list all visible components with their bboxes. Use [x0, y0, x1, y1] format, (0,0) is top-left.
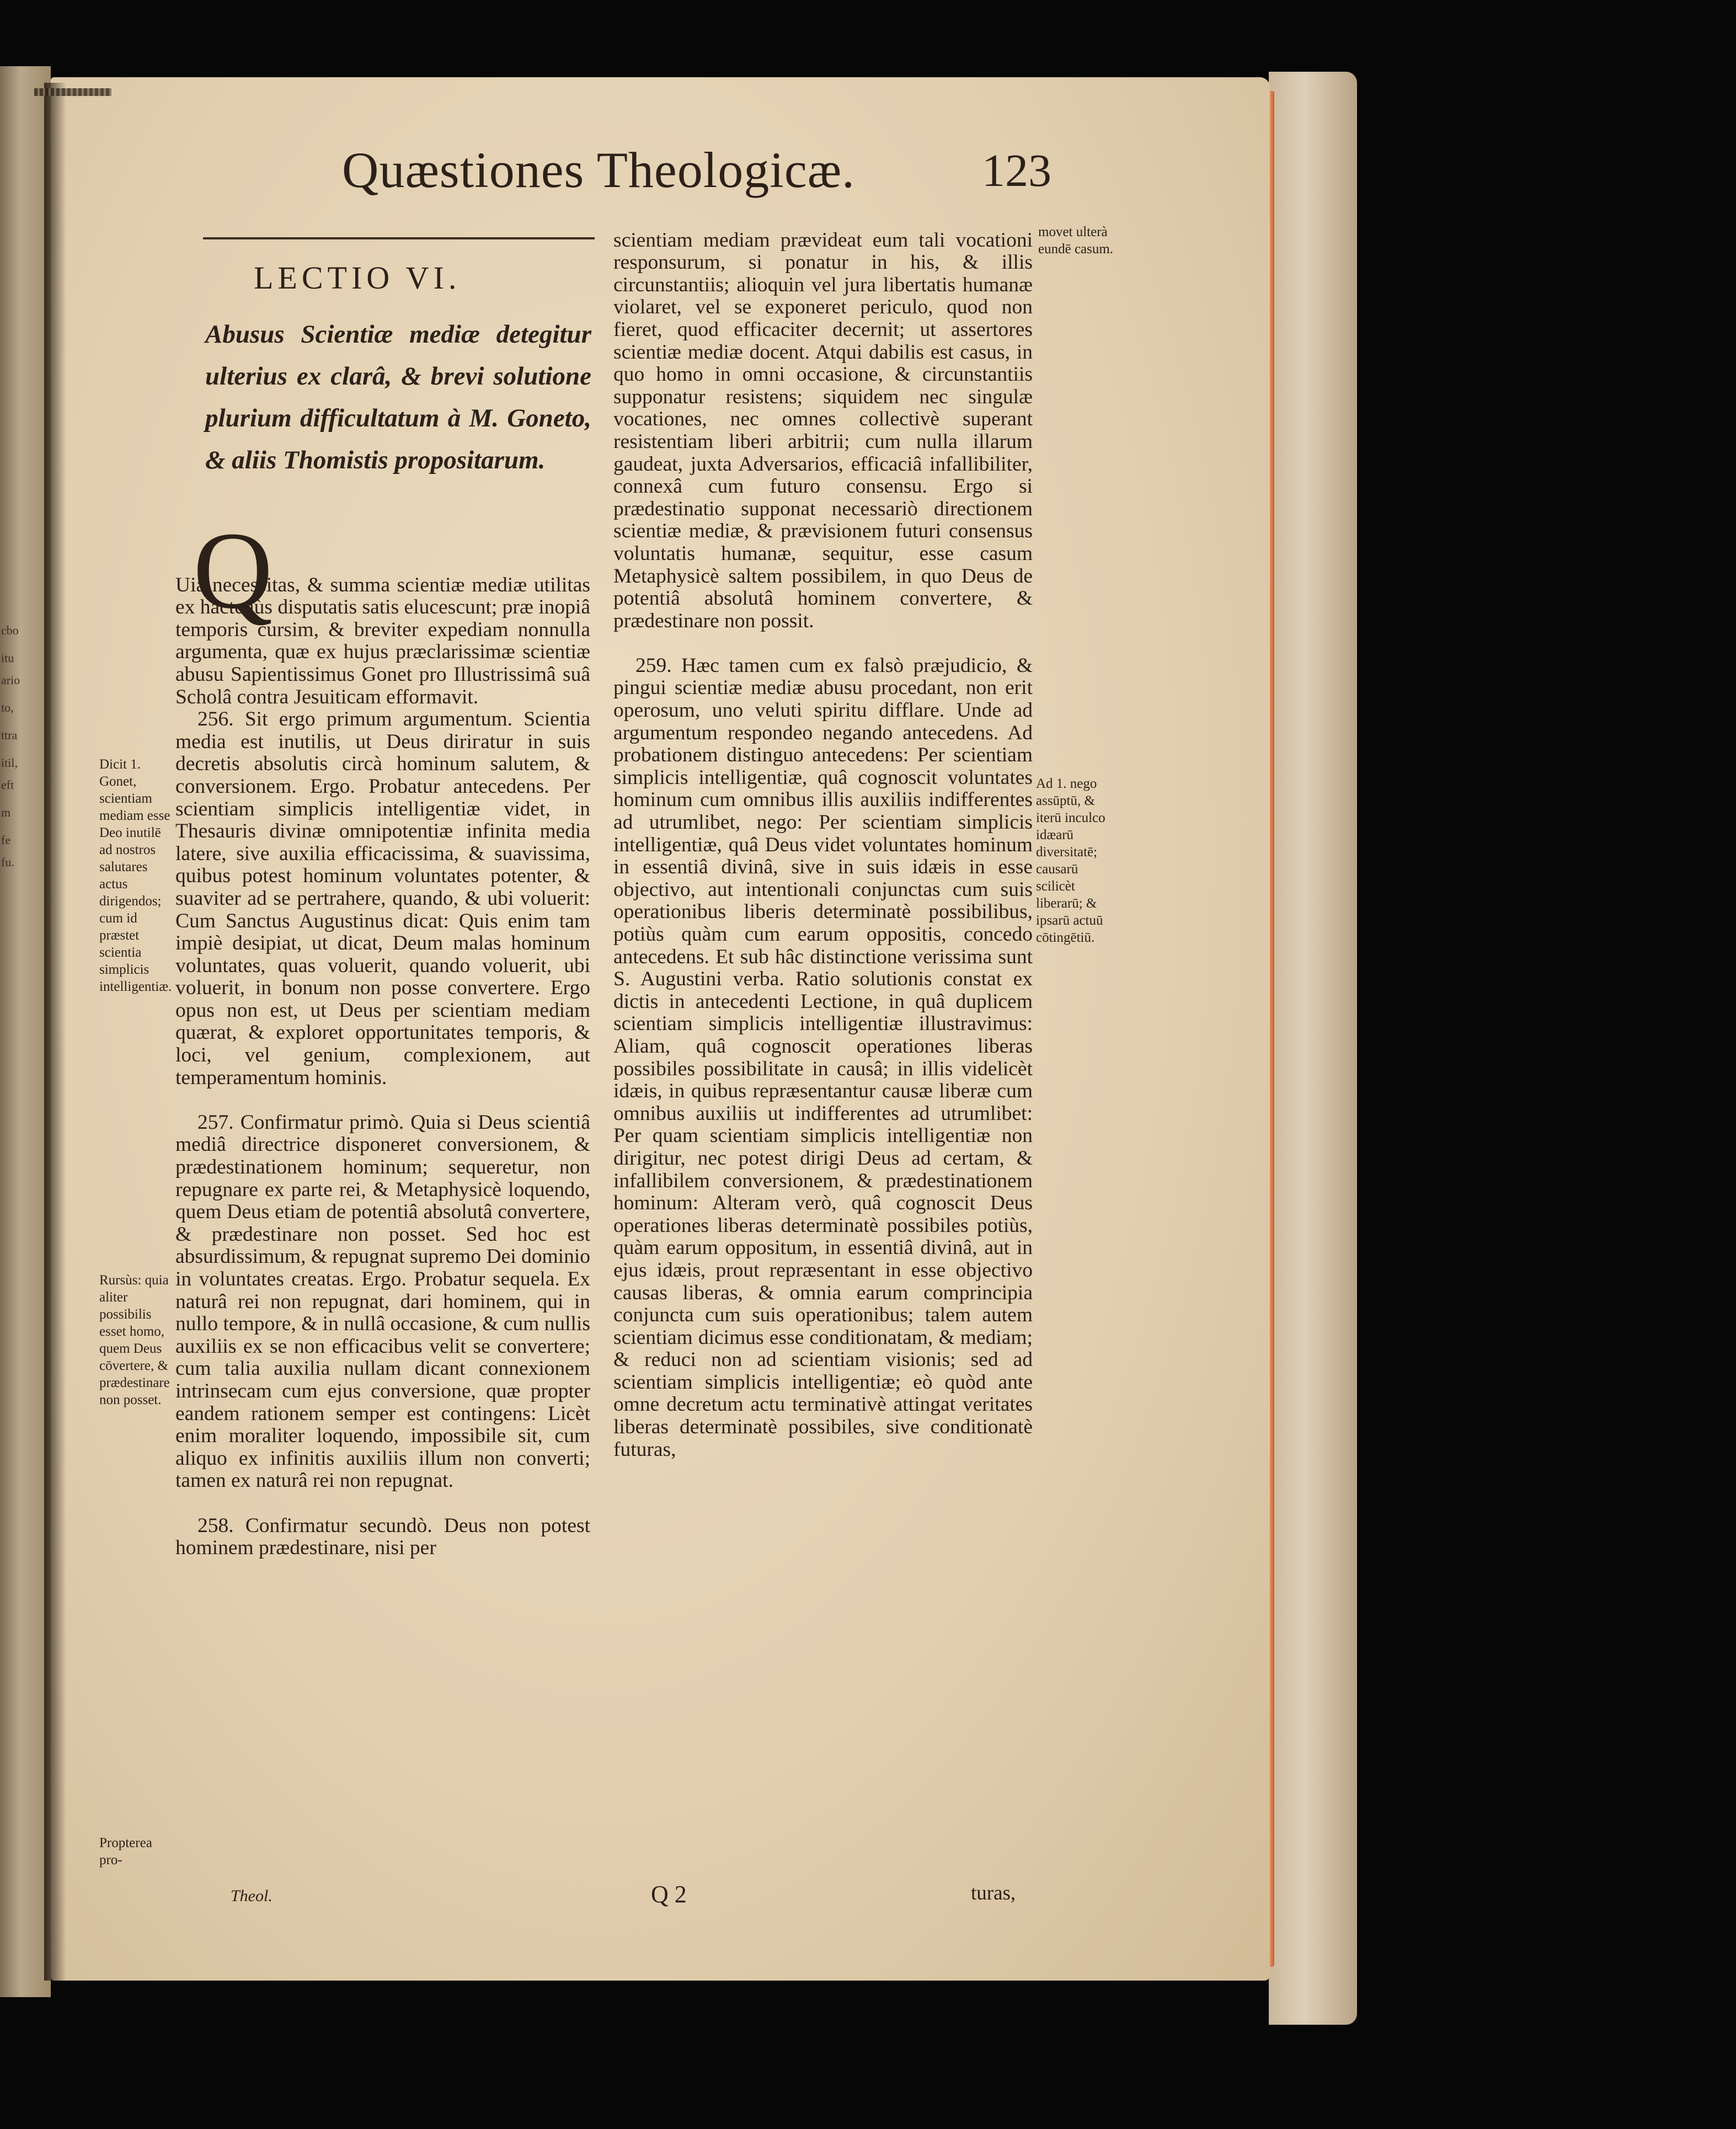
right-column — [613, 207, 1033, 1484]
margin-note-left: Propterea pro- — [99, 1835, 152, 1867]
left-page-fragment: itu — [1, 651, 14, 665]
paragraph-259: 259. Hæc tamen cum ex falsò præjudicio, & pingui scientiæ mediæ abusu procedant, non erit operosum, uno veluti spiritu difflare. Unde ad argumentum respondeo negando antecedens. Ad probationem distinguo antecedens: Per scientiam simplicis intelligentiæ, quâ cognoscit voluntates hominum cum omnibus illis auxiliis indifferentes ad utrumlibet, nego: Per scientiam simplicis intelligentiæ, quâ Deus videt voluntates hominum in essentiâ divinâ, sive in suis idæis in esse objectivo, aut intentionali conjunctas cum suis operationibus liberis determinatè possibilibus, potiùs quàm cum earum oppositis, concedo antecedens. Et sub hâc distinctione verissima sunt S. Augustini verba. Ratio solutionis constat ex dictis in antecedenti Lectione, in quâ duplicem scientiam simplicis intelligentiæ illustravimus: Aliam, quâ cognoscit operationes liberas possibiles possibilitate in causâ; in illis videlicèt idæis, in quibus repræsentantur causæ liberæ cum omnibus auxiliis ut indifferentes ad utrumlibet: Per quam scientiam simplicis intelligentiæ non dirigitur, nec potest dirigi Deus ad certam, & infallibilem conversionem, & prædestinationem hominum: Alteram verò, quâ cognoscit Deus operationes liberas determinatè possibiles potiùs, quàm earum oppositum, in essentiâ divinâ, aut in ejus idæis, prout repræsentant in esse objectivo causas liberas, & omnia earum comprincipia conjuncta cum suis operationibus; talem autem scientiam dicimus esse conditionatam, & mediam; & reduci non ad scientiam visionis; sed ad scientiam simplicis intelligentiæ; eò quòd ante omne decretum actu terminativè attingat veritates liberas determinatè possibiles, sive conditionatè futuras, — [613, 654, 1033, 1461]
footer-catchword: turas, — [971, 1882, 1016, 1904]
footer-signature: Theol. — [231, 1887, 273, 1905]
spine-shadow — [44, 83, 66, 1981]
left-page-fragment: ttra — [1, 728, 18, 742]
left-page-fragment: eft — [1, 778, 14, 792]
margin-note-left: Rursùs: quia aliter possibilis esset homo, quem Deus cōvertere, & prædestinare non posset. — [99, 1273, 170, 1407]
lectio-subtitle: Abusus Scientiæ mediæ detegitur ulterius ex clarâ, & brevi solutione plurium difficultatum à M. Goneto, & aliis Thomistis propositarum. — [205, 320, 591, 474]
footer-quire-mark: Q 2 — [651, 1881, 687, 1908]
left-page-fragment: to, — [1, 701, 14, 714]
page-number: 123 — [982, 145, 1051, 196]
left-page-fragment: m — [1, 805, 11, 819]
left-page-fragment: fe — [1, 833, 11, 847]
running-title: Quæstiones Theologicæ. — [342, 142, 856, 198]
running-header — [342, 141, 1054, 201]
opening-paragraph: Uia necessitas, & summa scientiæ mediæ utilitas ex hactenùs disputatis satis elucescunt; præ inopiâ temporis cursim, & breviter expediam nonnulla argumenta, quæ ex hujus præclarissimæ scientiæ abusu Sapientissimus Gonet pro Illustrissimâ suâ Scholâ contra Jesuiticam efformavit. — [175, 573, 590, 708]
margin-note-right: Ad 1. nego assūptū, & iterū inculco idæarū diversitatē; causarū scilicèt liberarū; & ipsarū actuū cōtingētiū. — [1036, 776, 1105, 945]
left-page-fragment: fu. — [1, 855, 14, 869]
header-rule — [203, 237, 595, 239]
left-page-fragment: cbo — [1, 623, 19, 637]
drop-cap: Q — [193, 510, 273, 632]
paragraph-258: 258. Confirmatur secundò. Deus non potest hominem prædestinare, nisi per — [175, 1514, 590, 1560]
lectio-heading: LECTIO VI. — [254, 260, 461, 296]
continued-paragraph: scientiam mediam prævideat eum tali vocationi responsurum, si ponatur in his, & illis circunstantiis; alioquin vel jura libertatis humanæ violaret, vel se exponeret periculo, quod non fieret, quod efficaciter decernit; ut assertores scientiæ mediæ docent. Atqui dabilis est casus, in quo homo in omni occasione, & circunstantiis supponatur resistens; siquidem nec singulæ vocationes, nec omnes collectivè superant resistentiam liberi arbitrii; cum nulla illarum gaudeat, juxta Adversarios, efficaciâ infallibiliter, connexâ cum futuro consensu. Ergo si prædestinatio supponat necessariò directionem scientiæ mediæ, & prævisionem futuri consensus voluntatis humanæ, sequitur, esse casum Metaphysicè saltem possibilem, in quo Deus de potentiâ absolutâ hominem convertere, & prædestinare non possit. — [613, 228, 1033, 632]
margin-note-right: movet ulterà eundē casum. — [1038, 225, 1114, 257]
left-page-fragment: ario — [1, 673, 20, 687]
paragraph-257: 257. Confirmatur primò. Quia si Deus scientiâ mediâ directrice disponeret conversionem, & prædestinationem hominum; sequeretur, non repugnare ex parte rei, & Metaphysicè loquendo, quem Deus etiam de potentiâ absolutâ convertere, & prædestinare non posset. Sed hoc est absurdissimum, & repugnat supremo Dei dominio in voluntates creatas. Ergo. Probatur sequela. Ex naturâ rei non repugnat, dari hominem, qui in nullo tempore, & in nullâ occasione, & cum nullis auxiliis ex se non efficacibus velit se convertere; cum talia auxilia nullam dicant connexionem intrinsecam cum ejus conversione, quæ propter eandem rationem semper est contingens: Licèt enim moraliter loquendo, impossibile sit, cum aliquo ex infinitis auxiliis illum non converti; tamen ex naturâ rei non repugnat. — [175, 1111, 590, 1492]
left-column — [175, 552, 590, 1582]
margin-note-left: Dicit 1. Gonet, scientiam mediam esse Deo inutilē ad nostros salutares actus dirigendos; cum id præstet scientia simplicis intelligentiæ. — [99, 757, 172, 994]
paragraph-256: 256. Sit ergo primum argumentum. Scientia media est inutilis, ut Deus diriгatur in suis decretis absolutis circà hominum salutem, & conversionem. Ergo. Probatur antecedens. Per scientiam simplicis intelligentiæ videt, in Thesauris divinæ omnipotentiæ infinita media latere, sive auxilia efficacissima, & suavissima, quibus potest hominum voluntates potenter, & suaviter ad se pertrahere, quando, & ubi voluerit: Cum Sanctus Augustinus dicat: Quis enim tam impiè desipiat, ut dicat, Deum malas hominum voluntates, quas voluerit, quando voluerit, ubi voluerit, in bonum non posse convertere. Ergo opus non est, ut Deus per scientiam mediam quærat, & exploret opportunitates temporis, & loci, vel genium, complexionem, aut temperamentum hominis. — [175, 708, 590, 1089]
left-page-edge — [0, 66, 51, 1997]
book-cover-edge — [1269, 72, 1357, 2025]
left-page-fragment: itil, — [1, 756, 18, 770]
ornament-bar — [34, 88, 111, 96]
